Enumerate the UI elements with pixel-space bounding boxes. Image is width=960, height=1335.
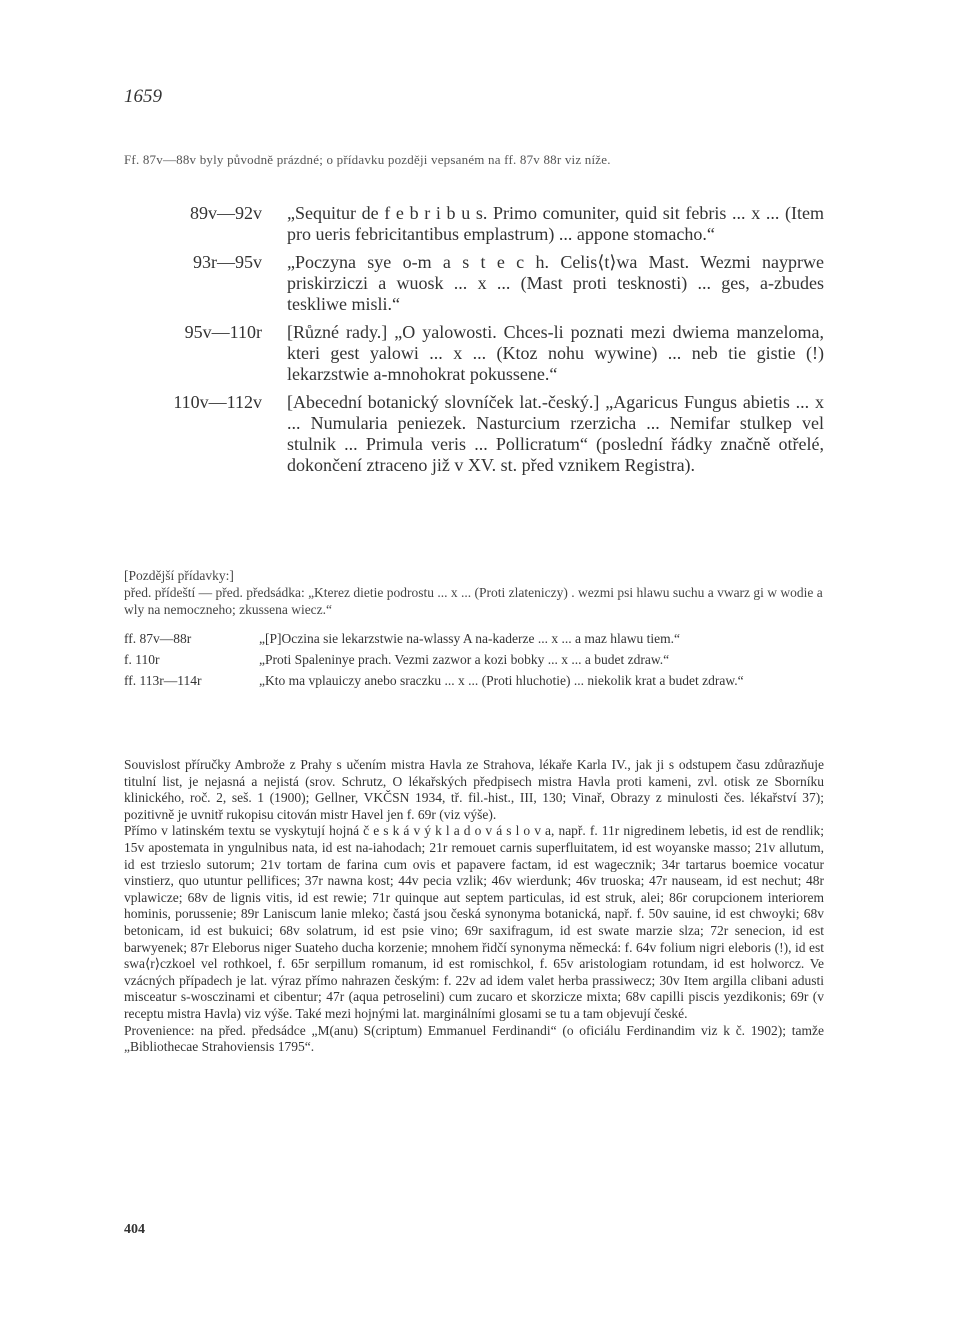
folio-range: 89v—92v — [190, 203, 262, 223]
entry-text: „Sequitur de f e b r i b u s. Primo comuniter, quid sit febris ... x ... (Item pro ueris febricitantibus emplastrum) ... appone stomacho.“ — [287, 203, 824, 244]
entry-text: „[P]Oczina sie lekarzstwie na-wlassy A na-kaderze ... x ... a maz hlawu tiem.“ — [259, 631, 680, 646]
commentary-paragraph: Provenience: na před. předsádce „M(anu) S(criptum) Emmanuel Ferdinandi“ (o oficiálu Ferdinandim viz k č. 1902); tamže „Bibliothecae Strahoviensis 1795“. — [124, 1022, 824, 1055]
folio-range: 110v—112v — [173, 392, 262, 412]
content-entry — [124, 203, 824, 245]
later-entry — [124, 651, 824, 668]
folio-range: 93r—95v — [193, 252, 262, 272]
content-entry — [124, 392, 824, 476]
content-entry — [124, 252, 824, 315]
page-number: 404 — [124, 1222, 145, 1237]
entry-text: „Kto ma vplauiczy anebo sraczku ... x ... (Proti hluchotie) ... niekolik krat a budet zdraw.“ — [259, 673, 744, 688]
content-entries — [124, 203, 824, 483]
intro-note: Ff. 87v—88v byly původně prázdné; o přídavku později vepsaném na ff. 87v 88r viz níže. — [124, 152, 611, 167]
entry-text: [Abecední botanický slovníček lat.-český.] „Agaricus Fungus abietis ... x ... Numularia peniezek. Nasturcium rzerzicha ... Nemifar stulkep vel stulnik ... Primula veris ... Pollicratum“ (poslední řádky značně otřelé, dokončení ztraceno již v XV. st. před vznikem Registra). — [287, 392, 824, 475]
folio-range: f. 110r — [124, 652, 160, 667]
later-entries — [124, 630, 824, 693]
folio-range: ff. 113r—114r — [124, 673, 202, 688]
later-heading: [Pozdější přídavky:] — [124, 568, 234, 583]
entry-text: [Různé rady.] „O yalowosti. Chces-li poznati mezi dwiema manzeloma, kteri gest yalowi ... x ... (Ktoz nohu wywine) ... neb tie gistie (!) lekarzstwie a-mnohokrat pokussene.“ — [287, 322, 824, 384]
commentary — [124, 757, 824, 1056]
later-additions — [124, 567, 824, 618]
later-entry — [124, 630, 824, 647]
folio-number: 1659 — [124, 86, 162, 107]
later-entry — [124, 672, 824, 689]
commentary-paragraph: Přímo v latinském textu se vyskytují hojná č e s k á v ý k l a d o v á s l o v a, např. f. 11r nigredinem lebetis, id est de rendlik; 15v apostemata in yngulnibus nata, id est na-iahodach; 21r remouet carnis superfluitatem, id est woyanske masso; 21v allutum, id est trzieslo sutorum; 21v tortam de farina cum ovis et papavere factam, id est wagecznik; 34r tartarus boemice vocatur vinstierz, quo utuntur pellifices; 37r nawna kost; 44v pecia vzlik; 46v wierdunk; 46v truoska; 47r nauseam, id est nechut; 48r vplawicze; 68v de lignis vitis, id est rewie; 71r quinque aut septem particulas, id est struk, alei; 86r corupcionem interiorem hominis, porussenie; 89r Laniscum lanie mleko; častá jsou česká synonyma botanická, např. f. 50v sauine, id est chwoyki; 68v betonicam, id est bukuici; 68v solatrum, id est psie vino; 69r saxifragum, id est swate marzie slza; 72r senecion, id est barwyenek; 87r Eleborus niger Suateho ducha korzenie; mnohem řidčí synonyma německá: f. 64v folium nigri eleboris (!), id est swa⟨r⟩czkoel vel rothkoel, f. 65r serpillum romanum, id est romischkol, f. 65v aristologiam rotundam, id est holworcz. Ve vzácných případech je lat. výraz přímo nahrazen českým: f. 22v ad idem valet herba prassiwecz; 30v Item argilla clibani adusti misceatur s-wosczinami et cibentur; 47r (aqua petroselini) cum zucaro et skorzicze mixta; 68v capilli piscis yezdikonis; 69r (v receptu mistra Havla) viz výše. Také mezi hojnými lat. marginálními glosami se tu a tam objevují české. — [124, 823, 824, 1021]
content-entry — [124, 322, 824, 385]
later-text: před. přídeští — před. předsádka: „Kterez dietie podrostu ... x ... (Proti zlateniczy) . wezmi psi hlawu suchu a vwarz gi w wodie a wly na nemoczneho; zkussena wiecz.“ — [124, 585, 823, 617]
folio-range: ff. 87v—88r — [124, 631, 192, 646]
commentary-paragraph: Souvislost příručky Ambrože z Prahy s učením mistra Havla ze Strahova, lékaře Karla IV., jak ji s odstupem času zdůrazňuje titulní list, je nejasná a nejistá (srov. Schrutz, O lékařských předpisech mistra Havla proti kameni, zvl. otisk ze Sborníku klinického, roč. 2, seš. 1 (1900); Gellner, VKČSN 1934, tř. fil.-hist., III, 130; Vinař, Obrazy z minulosti čes. lékařství 37); pozitivně je uvnitř rukopisu citován mistr Havel jen f. 69r (viz výše). — [124, 757, 824, 822]
entry-text: „Poczyna sye o-m a s t e c h. Celis⟨t⟩wa Mast. Wezmi nayprwe priskirziczi a wuosk ... x ... (Mast proti tesknosti) ... ges, a-zbudes teskliwe misli.“ — [287, 252, 824, 314]
folio-range: 95v—110r — [184, 322, 262, 342]
entry-text: „Proti Spaleninye prach. Vezmi zazwor a kozi bobky ... x ... a budet zdraw.“ — [259, 652, 670, 667]
